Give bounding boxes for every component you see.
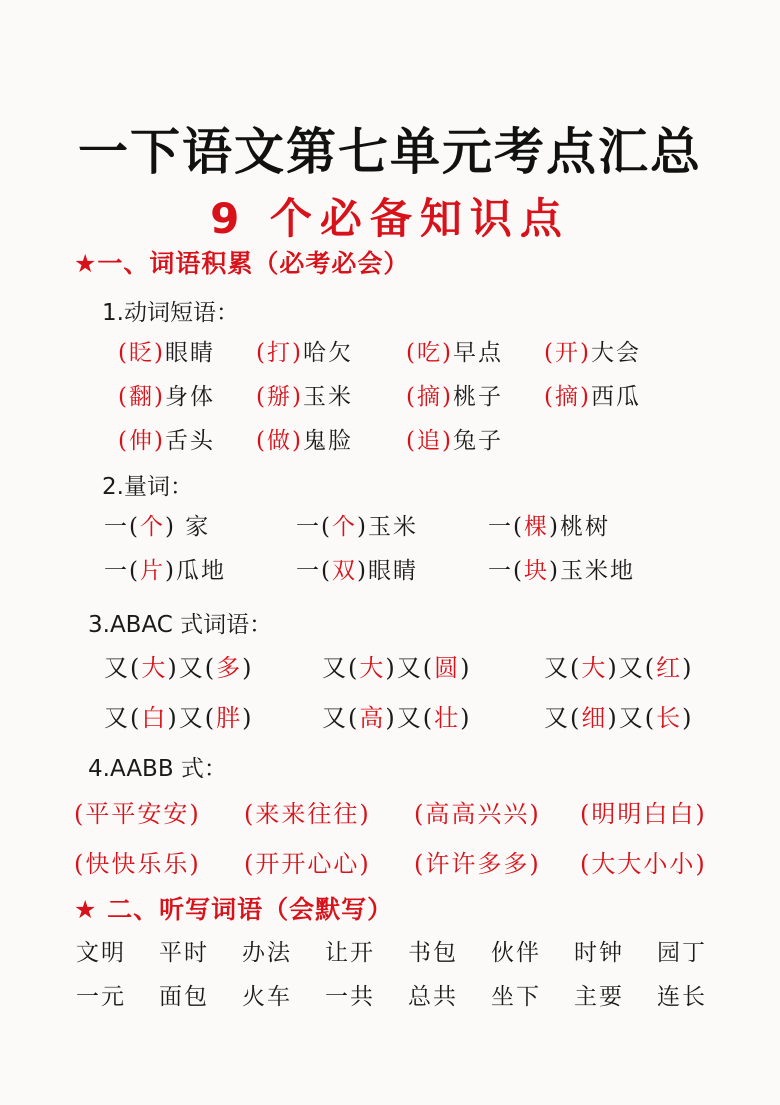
prefix: 一( xyxy=(296,558,332,584)
paren-open: ( xyxy=(406,340,417,366)
abac-word xyxy=(322,698,471,733)
aabb-word xyxy=(414,844,541,879)
phrase-text: 舌头 xyxy=(164,428,215,454)
paren-open: ( xyxy=(118,384,129,410)
paren-open: ( xyxy=(118,428,129,454)
abac-word xyxy=(322,648,471,683)
phrase-text: 桃子 xyxy=(452,384,503,410)
page-title: 一下语文第七单元考点汇总 xyxy=(78,122,702,181)
abac-word xyxy=(544,648,693,683)
paren-close: ) xyxy=(164,514,176,540)
part2-heading: 2.量词： xyxy=(102,474,193,500)
paren-open: ( xyxy=(118,340,129,366)
paren-close: ) xyxy=(242,654,254,682)
dictation-word xyxy=(657,978,707,1011)
answer-a: 高 xyxy=(359,704,386,732)
part3-heading: 3.ABAC 式词语： xyxy=(88,612,273,638)
phrase-text: 鬼脸 xyxy=(302,428,353,454)
prefix: 又( xyxy=(104,654,142,682)
phrase-text: 早点 xyxy=(452,340,503,366)
word-text: 火车 xyxy=(242,984,292,1010)
star-icon: ★ xyxy=(74,895,108,924)
word-text: 伙伴 xyxy=(491,940,541,966)
dictation-word xyxy=(242,978,292,1011)
paren-close: ) xyxy=(682,654,694,682)
part1-heading: 1.动词短语： xyxy=(102,300,239,326)
paren-close: ) xyxy=(164,558,176,584)
phrase-text: 兔子 xyxy=(452,428,503,454)
prefix: 一( xyxy=(296,514,332,540)
word-text: 园丁 xyxy=(657,940,707,966)
answer-word: 伸 xyxy=(128,428,154,454)
paren-close: ) xyxy=(242,704,254,732)
aabb-word xyxy=(74,794,201,829)
prefix: 一( xyxy=(104,558,140,584)
abac-word xyxy=(544,698,693,733)
paren-open: ( xyxy=(406,428,417,454)
aabb-word xyxy=(74,844,201,879)
word-text: 连长 xyxy=(657,984,707,1010)
section2-heading: 二、听写词语（会默写） xyxy=(107,895,394,924)
word-text: 一共 xyxy=(325,984,375,1010)
measure-phrase xyxy=(488,508,610,541)
paren-close: ) xyxy=(548,558,560,584)
paren-close: ) xyxy=(441,384,453,410)
dictation-word xyxy=(76,934,126,967)
paren-open: ( xyxy=(256,428,267,454)
verb-phrase xyxy=(256,334,353,367)
aabb-text: (许许多多) xyxy=(414,850,541,878)
verb-phrase xyxy=(256,378,353,411)
answer-word: 做 xyxy=(266,428,292,454)
paren-close: ) xyxy=(153,340,165,366)
answer-word: 摘 xyxy=(416,384,442,410)
word-text: 文明 xyxy=(76,940,126,966)
answer-word: 双 xyxy=(331,558,357,584)
dictation-word xyxy=(159,978,209,1011)
dictation-word xyxy=(657,934,707,967)
word-text: 平时 xyxy=(159,940,209,966)
verb-phrase xyxy=(118,378,215,411)
measure-phrase xyxy=(488,552,635,585)
prefix: 又( xyxy=(322,654,360,682)
word-text: 让开 xyxy=(325,940,375,966)
aabb-text: (开开心心) xyxy=(244,850,371,878)
word-text: 办法 xyxy=(242,940,292,966)
paren-open: ( xyxy=(256,340,267,366)
dictation-word xyxy=(325,978,375,1011)
answer-a: 细 xyxy=(581,704,608,732)
answer-word: 块 xyxy=(523,558,549,584)
paren-close: ) xyxy=(682,704,694,732)
word-text: 总共 xyxy=(408,984,458,1010)
middle: )又( xyxy=(167,654,217,682)
measure-phrase xyxy=(104,508,210,541)
verb-phrase xyxy=(406,422,503,455)
aabb-text: (来来往往) xyxy=(244,800,371,828)
answer-b: 圆 xyxy=(434,654,461,682)
paren-close: ) xyxy=(356,558,368,584)
answer-word: 片 xyxy=(139,558,165,584)
dictation-word xyxy=(491,978,541,1011)
abac-word xyxy=(104,698,253,733)
paren-close: ) xyxy=(153,428,165,454)
phrase-text: 眼睛 xyxy=(367,558,418,584)
aabb-text: (大大小小) xyxy=(580,850,707,878)
paren-close: ) xyxy=(460,654,472,682)
measure-phrase xyxy=(104,552,226,585)
verb-phrase xyxy=(118,334,215,367)
dictation-word xyxy=(76,978,126,1011)
paren-close: ) xyxy=(548,514,560,540)
phrase-text: 桃树 xyxy=(559,514,610,540)
aabb-text: (高高兴兴) xyxy=(414,800,541,828)
word-text: 时钟 xyxy=(574,940,624,966)
middle: )又( xyxy=(385,654,435,682)
verb-phrase xyxy=(256,422,353,455)
answer-word: 开 xyxy=(554,340,580,366)
aabb-text: (明明白白) xyxy=(580,800,707,828)
answer-word: 个 xyxy=(331,514,357,540)
verb-phrase xyxy=(544,334,641,367)
answer-word: 掰 xyxy=(266,384,292,410)
dictation-word xyxy=(408,978,458,1011)
answer-b: 壮 xyxy=(434,704,461,732)
paren-open: ( xyxy=(406,384,417,410)
phrase-text: 身体 xyxy=(164,384,215,410)
answer-b: 多 xyxy=(216,654,243,682)
aabb-word xyxy=(580,844,707,879)
paren-close: ) xyxy=(579,340,591,366)
paren-close: ) xyxy=(153,384,165,410)
answer-word: 眨 xyxy=(128,340,154,366)
dictation-word xyxy=(574,978,624,1011)
paren-open: ( xyxy=(256,384,267,410)
word-text: 书包 xyxy=(408,940,458,966)
measure-phrase xyxy=(296,508,418,541)
answer-word: 棵 xyxy=(523,514,549,540)
word-text: 一元 xyxy=(76,984,126,1010)
answer-word: 个 xyxy=(139,514,165,540)
phrase-text: 瓜地 xyxy=(175,558,226,584)
prefix: 一( xyxy=(488,558,524,584)
prefix: 又( xyxy=(544,704,582,732)
middle: )又( xyxy=(607,704,657,732)
section2-heading-row xyxy=(74,890,393,926)
dictation-word xyxy=(325,934,375,967)
paren-close: ) xyxy=(291,384,303,410)
aabb-word xyxy=(414,794,541,829)
phrase-text: 西瓜 xyxy=(590,384,641,410)
phrase-text: 哈欠 xyxy=(302,340,353,366)
verb-phrase xyxy=(406,334,503,367)
prefix: 一( xyxy=(488,514,524,540)
aabb-text: (快快乐乐) xyxy=(74,850,201,878)
aabb-text: (平平安安) xyxy=(74,800,201,828)
dictation-word xyxy=(242,934,292,967)
paren-close: ) xyxy=(579,384,591,410)
answer-word: 吃 xyxy=(416,340,442,366)
middle: )又( xyxy=(385,704,435,732)
dictation-word xyxy=(574,934,624,967)
phrase-text: 玉米 xyxy=(302,384,353,410)
verb-phrase xyxy=(118,422,215,455)
prefix: 又( xyxy=(104,704,142,732)
paren-close: ) xyxy=(356,514,368,540)
paren-open: ( xyxy=(544,384,555,410)
answer-word: 追 xyxy=(416,428,442,454)
phrase-text: 大会 xyxy=(590,340,641,366)
middle: )又( xyxy=(167,704,217,732)
page-subtitle: 9 个必备知识点 xyxy=(210,194,570,243)
answer-b: 长 xyxy=(656,704,683,732)
verb-phrase xyxy=(544,378,641,411)
dictation-word xyxy=(159,934,209,967)
section1-heading: ★一、词语积累（必考必会） xyxy=(74,249,410,278)
answer-a: 大 xyxy=(141,654,168,682)
paren-open: ( xyxy=(544,340,555,366)
phrase-text: 家 xyxy=(175,514,211,540)
prefix: 又( xyxy=(544,654,582,682)
answer-b: 红 xyxy=(656,654,683,682)
paren-close: ) xyxy=(441,340,453,366)
phrase-text: 眼睛 xyxy=(164,340,215,366)
aabb-word xyxy=(580,794,707,829)
prefix: 又( xyxy=(322,704,360,732)
answer-a: 大 xyxy=(359,654,386,682)
answer-a: 大 xyxy=(581,654,608,682)
dictation-word xyxy=(408,934,458,967)
word-text: 坐下 xyxy=(491,984,541,1010)
measure-phrase xyxy=(296,552,418,585)
phrase-text: 玉米 xyxy=(367,514,418,540)
middle: )又( xyxy=(607,654,657,682)
abac-word xyxy=(104,648,253,683)
prefix: 一( xyxy=(104,514,140,540)
answer-word: 打 xyxy=(266,340,292,366)
answer-a: 白 xyxy=(141,704,168,732)
verb-phrase xyxy=(406,378,503,411)
word-text: 面包 xyxy=(159,984,209,1010)
part4-heading: 4.AABB 式： xyxy=(88,756,227,782)
aabb-word xyxy=(244,794,371,829)
paren-close: ) xyxy=(291,340,303,366)
dictation-word xyxy=(491,934,541,967)
word-text: 主要 xyxy=(574,984,624,1010)
aabb-word xyxy=(244,844,371,879)
answer-b: 胖 xyxy=(216,704,243,732)
paren-close: ) xyxy=(291,428,303,454)
paren-close: ) xyxy=(441,428,453,454)
answer-word: 翻 xyxy=(128,384,154,410)
paren-close: ) xyxy=(460,704,472,732)
answer-word: 摘 xyxy=(554,384,580,410)
phrase-text: 玉米地 xyxy=(559,558,635,584)
